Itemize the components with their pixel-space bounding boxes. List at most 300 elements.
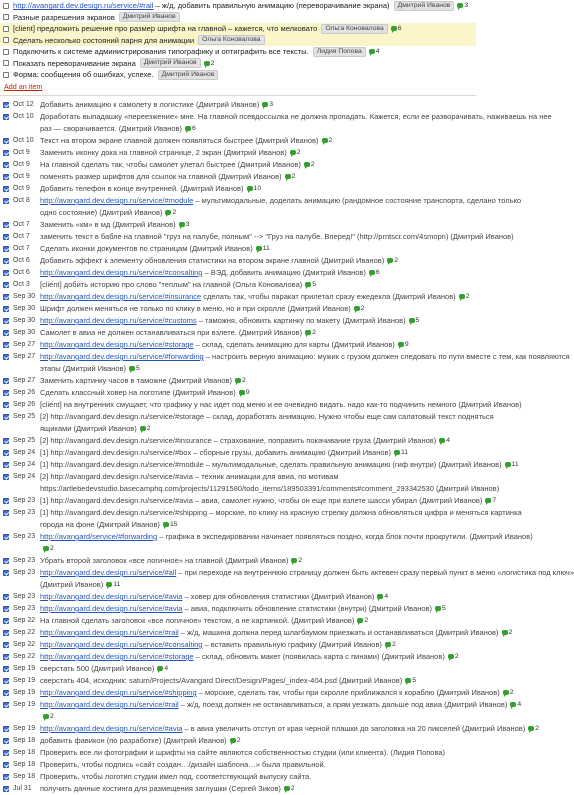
comment-icon [457,3,463,8]
completed-item [0,315,476,327]
todo-text: города на фоне (Дмитрий Иванов) [40,520,160,529]
comment-icon [394,450,400,455]
completed-item [0,483,500,495]
checkbox-checked[interactable] [3,630,9,636]
todo-text: http://avangard.dev.design.ru/service/#avia – в авиа увеличить отступ от края черной плашки до заголовка на 20 пикселей (Дмитрий Иванов) [40,724,526,733]
comment-count[interactable]: 3 [179,221,190,228]
todo-link[interactable]: http://avangard.dev.design.ru/service/#rail [40,700,179,709]
completed-item [0,651,476,663]
open-todo-list [0,0,476,81]
todo-text: http://avangard.dev.design.ru/service/#rail – ж/д, машина должна перед шлагбаумом приезжать и останавливаться (Дмитрий Иванов) [40,628,499,637]
comment-count[interactable]: 5 [435,605,446,612]
completed-date: Sep 25 [13,413,36,420]
todo-text: (Дмитрий Иванов) [40,580,104,589]
checkbox[interactable] [3,60,9,66]
todo-text: http://avangard.dev.design.ru/service/#all – при переходе на внутреннюю страницу должен быть актевен сразу первый пункт в меню «логистика под ключ» [40,568,574,577]
comment-count[interactable]: 2 [503,689,514,696]
comment-count[interactable]: 2 [357,617,368,624]
todo-text: На главной сделать так, чтобы самолет улетал быстрее (Дмитрий Иванов) [40,160,301,169]
todo-text: Показать переворачивание экрана [13,58,136,68]
completed-date: Sep 30 [13,329,36,336]
comment-count[interactable]: 5 [129,365,140,372]
comment-count[interactable]: 2 [528,725,539,732]
comment-count[interactable]: 5 [409,317,420,324]
todo-text: http://avangard.dev.design.ru/service/#storage – склад, обновить макет (появилась карта с пинами) (Дмитрий Иванов) [40,652,445,661]
checkbox-checked[interactable] [3,174,9,180]
assignee-badge[interactable]: Дмитрий Иванов [158,70,219,80]
comment-count[interactable]: 2 [230,737,241,744]
completed-item [0,543,476,555]
completed-date: Sep 30 [13,293,36,300]
comment-icon [284,786,290,791]
checkbox-checked[interactable] [3,666,9,672]
comment-count[interactable]: 15 [163,521,178,528]
todo-link[interactable]: http://avangard.dev.design.ru/service/#avia [40,592,183,601]
completed-item [0,519,476,531]
comment-count[interactable]: 2 [322,137,333,144]
todo-text: [2] http://avangard.dev.design.ru/service/#storage – склад, доработать анимацию. Нужно чтобы еще сам салатовый текст подняться [40,412,494,421]
todo-text: Самолет в авиа не должен останавливаться при взлете. (Дмитрий Иванов) [40,328,303,337]
completed-item [0,615,476,627]
assignee-badge[interactable]: Дмитрий Иванов [394,1,455,11]
checkbox-checked[interactable] [3,462,9,468]
comment-count[interactable]: 6 [369,269,380,276]
completed-date: Sep 27 [13,353,36,360]
completed-item [0,711,476,723]
completed-item [0,699,522,711]
todo-text: http://avangard.dev.design.ru/service/#rail – ж/д, добавить правильную анимацию (переворачивание экрана) [13,1,390,11]
checkbox-checked[interactable] [3,558,9,564]
todo-text: Заменить «км» в мд (Дмитрий Иванов) [40,220,176,229]
checkbox-checked[interactable] [3,678,9,684]
checkbox-checked[interactable] [3,330,9,336]
completed-date: Jul 31 [13,785,32,792]
add-item-row [0,81,476,93]
checkbox-checked[interactable] [3,150,9,156]
checkbox[interactable] [3,3,9,9]
comment-icon [43,546,49,551]
completed-date: Sep 23 [13,569,36,576]
checkbox-checked[interactable] [3,318,9,324]
completed-date: Oct 10 [13,113,34,120]
completed-item [0,123,476,135]
comment-count[interactable]: 2 [290,149,301,156]
todo-item [0,0,476,12]
todo-link[interactable]: http://avangard.dev.design.ru/service/#customs [40,316,197,325]
completed-date: Sep 19 [13,665,36,672]
todo-text: сверстать 500 (Дмитрий Иванов) [40,664,155,673]
checkbox-checked[interactable] [3,738,9,744]
completed-date: Sep 23 [13,557,36,564]
completed-item [0,675,476,687]
todo-text: заменить текст в бабле на главной "груз на палубе, полным" --> "Груз на палубе. Вперед!" (http://prntscr.com/4smopn) (Дмитрий Иванов) [40,232,514,241]
checkbox[interactable] [3,49,9,55]
completed-date: Oct 6 [13,257,30,264]
checkbox-checked[interactable] [3,282,9,288]
comment-icon [409,318,415,323]
completed-item [0,399,522,411]
comment-icon [435,606,441,611]
completed-item [0,495,497,507]
completed-item [0,327,476,339]
comment-icon [163,522,169,527]
todo-text: http://avangard.dev.design.ru/service/#storage – склад, сделать анимацию для карты (Дмитрий Иванов) [40,340,395,349]
checkbox-checked[interactable] [3,114,9,120]
checkbox[interactable] [3,37,9,43]
todo-text: Проверить, чтобы подпись «сайт создан…/дизайн шаблона…» была правильной. [40,760,326,769]
completed-item [0,531,533,543]
comment-count[interactable]: 11 [505,461,519,468]
todo-link[interactable]: http://avangard.dev.design.ru/service/#avia [40,724,183,733]
comment-count[interactable]: 2 [385,641,396,648]
checkbox-checked[interactable] [3,534,9,540]
todo-link[interactable]: http://avangard.dev.design.ru/service/#storage [40,340,194,349]
todo-link[interactable]: http://avangard.dev.design.ru/service/#avia [40,604,183,613]
comment-icon [505,462,511,467]
todo-text: раз — сворачивается. (Дмитрий Иванов) [40,124,183,133]
assignee-badge[interactable]: Ольга Коновалова [321,24,387,34]
todo-text: http://avangard/service/#forwarding – графика в экспедировании начинает появляться поздно, когда блок почти прокрутили. (Дмитрий Иванов) [40,532,533,541]
todo-text: одно состояние) (Дмитрий Иванов) [40,208,163,217]
completed-date: Sep 24 [13,473,36,480]
checkbox-checked[interactable] [3,702,9,708]
completed-item [0,303,476,315]
checkbox-checked[interactable] [3,726,9,732]
completed-item [0,375,476,387]
comment-count[interactable]: 9 [239,389,250,396]
comment-icon [391,26,397,31]
assignee-badge[interactable]: Дмитрий Иванов [119,12,180,22]
todo-link[interactable]: http://avangard.dev.design.ru/service/#shipping [40,688,197,697]
todo-link[interactable]: http://avangard.dev.design.ru/service/#consalting [40,640,203,649]
checkbox-checked[interactable] [3,774,9,780]
todo-text: [1] http://avangard.dev.design.ru/service/#avia – авиа, самолет нужно, чтобы он еще при взлете шасси убирал (Дмитрий Иванов) [40,496,483,505]
checkbox-checked[interactable] [3,162,9,168]
todo-text: http://avangard.dev.design.ru/service/#rail – ж/д, поезд должен не останавливаться, а прям уезжать дальше под авиа (Дмитрий Иванов) [40,700,508,709]
comment-count[interactable]: 2 [304,161,315,168]
comment-count[interactable]: 2 [387,257,398,264]
todo-text: Заменить картинку часов в таможне (Дмитрий Иванов) [40,376,233,385]
checkbox-checked[interactable] [3,642,9,648]
completed-item [0,735,476,747]
comment-count[interactable]: 2 [291,557,302,564]
completed-item [0,351,570,363]
completed-item [0,435,476,447]
completed-item [0,183,476,195]
comment-count[interactable]: 6 [391,25,402,32]
completed-item [0,267,476,279]
completed-item [0,207,476,219]
comment-icon [204,61,210,66]
comment-icon [485,498,491,503]
checkbox-checked[interactable] [3,438,9,444]
todo-link[interactable]: http://avangard.dev.design.ru/service/#insurance [40,292,202,301]
comment-count[interactable]: 2 [140,425,151,432]
comment-count[interactable]: 2 [284,785,295,792]
completed-todo-list [0,99,574,795]
completed-item [0,423,476,435]
todo-link[interactable]: http://avangard.dev.design.ru/service/#forwarding [40,352,204,361]
assignee-badge[interactable]: Лидия Попова [313,47,366,57]
comment-icon [230,738,236,743]
assignee-badge[interactable]: Дмитрий Иванов [140,58,201,68]
todo-text: На главной сделать заголовок «все логичное» текстом, а не картинкой. (Дмитрий Иванов) [40,616,355,625]
completed-item [0,231,514,243]
completed-item [0,99,476,111]
comment-count[interactable]: 2 [285,173,296,180]
todo-text: http://avangard.dev.design.ru/service/#avia – авиа, подключить обновление статистики (внутри) (Дмитрий Иванов) [40,604,433,613]
completed-item [0,627,513,639]
completed-date: Sep 23 [13,593,36,600]
completed-date: Oct 12 [13,101,34,108]
completed-date: Sep 30 [13,305,36,312]
completed-date: Sep 23 [13,605,36,612]
comment-count[interactable]: 2 [43,713,54,720]
completed-item [0,363,476,375]
todo-text: [client] на внутренних смущает, что графику у нас идет под меню и ее очевидно видать. надо как-то подчинить немного (Дмитрий Иванов) [40,400,522,409]
checkbox-checked[interactable] [3,450,9,456]
checkbox-checked[interactable] [3,498,9,504]
checkbox-checked[interactable] [3,654,9,660]
completed-date: Oct 8 [13,197,30,204]
checkbox-checked[interactable] [3,258,9,264]
comment-icon [179,222,185,227]
comment-icon [385,642,391,647]
todo-text: [client] предложить решение про размер шрифта на главной – кажется, что мелковато [13,24,318,34]
comment-count[interactable]: 4 [157,665,168,672]
divider [0,95,476,96]
todo-text: http://avangard.dev.design.ru/service/#customs – таможня, обновить картинку по макету (Дмитрий Иванов) [40,316,406,325]
todo-link[interactable]: http://avangard.dev.design.ru/service/#all [40,568,177,577]
todo-text: этапы (Дмитрий Иванов) [40,364,126,373]
checkbox-checked[interactable] [3,186,9,192]
completed-item [0,135,476,147]
checkbox-checked[interactable] [3,102,9,108]
completed-date: Sep 18 [13,737,36,744]
checkbox[interactable] [3,72,9,78]
checkbox-checked[interactable] [3,306,9,312]
completed-item [0,639,476,651]
todo-text: Добавить эффект к элементу обновления статистики на втором экране главной (Дмитрий Иванов) [40,256,385,265]
comment-count[interactable]: 2 [165,209,176,216]
completed-item [0,219,476,231]
todo-text: http://avangard.dev.design.ru/service/#insurance сделать так, чтобы паракат прилетал сразу ежедекла (Дмитрий Иванов) [40,292,456,301]
todo-item [0,35,476,47]
checkbox-checked[interactable] [3,690,9,696]
checkbox-checked[interactable] [3,294,9,300]
completed-date: Oct 7 [13,245,30,252]
comment-icon [247,186,253,191]
comment-icon [510,702,516,707]
checkbox-checked[interactable] [3,198,9,204]
checkbox-checked[interactable] [3,270,9,276]
comment-count[interactable]: 6 [185,125,196,132]
completed-item [0,255,476,267]
completed-date: Sep 18 [13,761,36,768]
completed-date: Oct 9 [13,149,30,156]
comment-icon [439,438,445,443]
comment-count[interactable]: 4 [377,593,388,600]
todo-text: Убрать второй заголовок «все логичное» на главной (Дмитрий Иванов) [40,556,289,565]
comment-count[interactable]: 2 [354,305,365,312]
completed-date: Sep 19 [13,725,36,732]
checkbox-checked[interactable] [3,402,9,408]
comment-icon [262,102,268,107]
completed-item [0,723,540,735]
comment-icon [185,126,191,131]
comment-icon [290,150,296,155]
comment-count[interactable]: 5 [405,677,416,684]
checkbox-checked[interactable] [3,594,9,600]
comment-icon [377,594,383,599]
completed-item [0,339,476,351]
comment-icon [357,618,363,623]
comment-count[interactable]: 11 [394,449,408,456]
completed-item [0,663,476,675]
todo-text: http://avangard.dev.design.ru/service/#avia – ховер для обновления статистики (Дмитрий Иванов) [40,592,375,601]
todo-link[interactable]: http://avangard.dev.design.ru/service/#storage [40,652,194,661]
comment-count[interactable]: 4 [369,48,380,55]
completed-item [0,507,522,519]
todo-text: http://avangard.dev.design.ru/service/#module – мультимодальные, доделать анимацию (рандомное состояние транспорта, сделано только [40,196,522,205]
todo-text: Добавить анимацию к самолету в логистике (Дмитрий Иванов) [40,100,260,109]
todo-text: получить данные хостинга для размещения заглушки (Сергей Зиков) [40,784,281,793]
todo-text: Сделать несколько состояний парня для анимации [13,35,195,45]
checkbox-checked[interactable] [3,234,9,240]
checkbox-checked[interactable] [3,606,9,612]
checkbox-checked[interactable] [3,786,9,792]
completed-item [0,759,476,771]
checkbox-checked[interactable] [3,762,9,768]
todo-text: Форма: сообщения об ошибках, успехе. [13,70,154,80]
todo-link[interactable]: http://avangard.dev.design.ru/service/#rail [40,628,179,637]
todo-item [0,58,476,70]
todo-link[interactable]: http://avangard.dev.design.ru/service/#consalting [40,268,203,277]
add-item-link[interactable]: Add an item [4,82,43,91]
comment-count[interactable]: 5 [305,281,316,288]
comment-icon [448,654,454,659]
todo-text: Проверить, чтобы логотип студии имел под, соответствующий выпуску сайта. [40,772,312,781]
completed-item [0,459,519,471]
todo-link[interactable]: http://avangard.dev.design.ru/service/#rail [13,1,154,11]
comment-icon [387,258,393,263]
checkbox-checked[interactable] [3,750,9,756]
comment-count[interactable]: 2 [448,653,459,660]
comment-count[interactable]: 3 [262,101,273,108]
todo-text: добавить фавикон (по разработке) (Дмитрий Иванов) [40,736,227,745]
completed-date: Sep 25 [13,437,36,444]
comment-icon [129,366,135,371]
comment-icon [285,174,291,179]
completed-date: Oct 9 [13,161,30,168]
checkbox-checked[interactable] [3,474,9,480]
comment-icon [354,306,360,311]
completed-date: Sep 18 [13,749,36,756]
comment-count[interactable]: 4 [510,701,521,708]
completed-date: Oct 10 [13,137,34,144]
completed-item [0,747,476,759]
completed-date: Sep 19 [13,677,36,684]
checkbox[interactable] [3,14,9,20]
checkbox-checked[interactable] [3,222,9,228]
completed-date: Sep 24 [13,461,36,468]
comment-count[interactable]: 9 [398,341,409,348]
checkbox-checked[interactable] [3,510,9,516]
completed-date: Sep 30 [13,317,36,324]
todo-text: ящиками (Дмитрий Иванов) [40,424,137,433]
completed-item [0,579,476,591]
completed-item [0,291,476,303]
completed-date: Sep 19 [13,689,36,696]
completed-date: Sep 23 [13,497,36,504]
checkbox[interactable] [3,26,9,32]
todo-text: http://avangard.dev.design.ru/service/#shipping – морские, сделать так, чтобы при скролле приближался к кораблю (Дмитрий Иванов) [40,688,500,697]
comment-count[interactable]: 2 [459,293,470,300]
comment-count[interactable]: 11 [256,245,270,252]
comment-count[interactable]: 2 [43,545,54,552]
completed-date: Sep 22 [13,617,36,624]
todo-text: [1] http://avangard.dev.design.ru/service/#module – мультимодальные, сделать правильную анимацию (гиф внутри) (Дмитрий Иванов) [40,460,502,469]
completed-item [0,783,476,795]
completed-item [0,159,476,171]
completed-date: Sep 22 [13,629,36,636]
completed-date: Sep 27 [13,341,36,348]
checkbox-checked[interactable] [3,570,9,576]
comment-icon [305,330,311,335]
comment-count[interactable]: 11 [106,581,120,588]
todo-text: Разные разрешения экранов [13,12,115,22]
checkbox-checked[interactable] [3,138,9,144]
completed-date: Sep 18 [13,773,36,780]
comment-icon [459,294,465,299]
comment-icon [503,690,509,695]
comment-count[interactable]: 2 [502,629,513,636]
comment-icon [322,138,328,143]
completed-date: Oct 7 [13,233,30,240]
todo-text: сверстать 404, исходник: saturn/Projects/Avangard Direct/Design/Pages/_index-404.psd (Дмитрий Иванов) [40,676,403,685]
completed-date: Sep 22 [13,653,36,660]
completed-item [0,687,514,699]
checkbox-checked[interactable] [3,342,9,348]
completed-item [0,771,476,783]
checkbox-checked[interactable] [3,618,9,624]
completed-date: Sep 26 [13,401,36,408]
comment-count[interactable]: 2 [305,329,316,336]
checkbox-checked[interactable] [3,390,9,396]
todo-text: http://avangard.dev.design.ru/service/#forwarding – настроить верную анимацию: мужик с грузом должен следовать по пути вместе с тем, как появляются [40,352,570,361]
completed-date: Sep 24 [13,449,36,456]
todo-link[interactable]: http://avangard.dev.design.ru/service/#module [40,196,194,205]
checkbox-checked[interactable] [3,246,9,252]
comment-count[interactable]: 2 [204,60,215,67]
comment-count[interactable]: 2 [235,377,246,384]
todo-link[interactable]: http://avangard/service/#forwarding [40,532,158,541]
completed-item [0,471,476,483]
comment-icon [140,426,146,431]
completed-date: Oct 6 [13,269,30,276]
checkbox-checked[interactable] [3,414,9,420]
comment-count[interactable]: 3 [457,2,468,9]
comment-count[interactable]: 7 [485,497,496,504]
completed-item [0,147,476,159]
checkbox-checked[interactable] [3,354,9,360]
todo-text: https://artlebedevstudio.basecamphq.com/projects/11291580/todo_items/189503391/comments#comment_293342530 (Дмитрий Иванов) [40,484,500,493]
checkbox-checked[interactable] [3,378,9,384]
comment-count[interactable]: 10 [247,185,262,192]
comment-count[interactable]: 4 [439,437,450,444]
todo-item [0,46,476,58]
assignee-badge[interactable]: Ольга Коновалова [198,35,264,45]
